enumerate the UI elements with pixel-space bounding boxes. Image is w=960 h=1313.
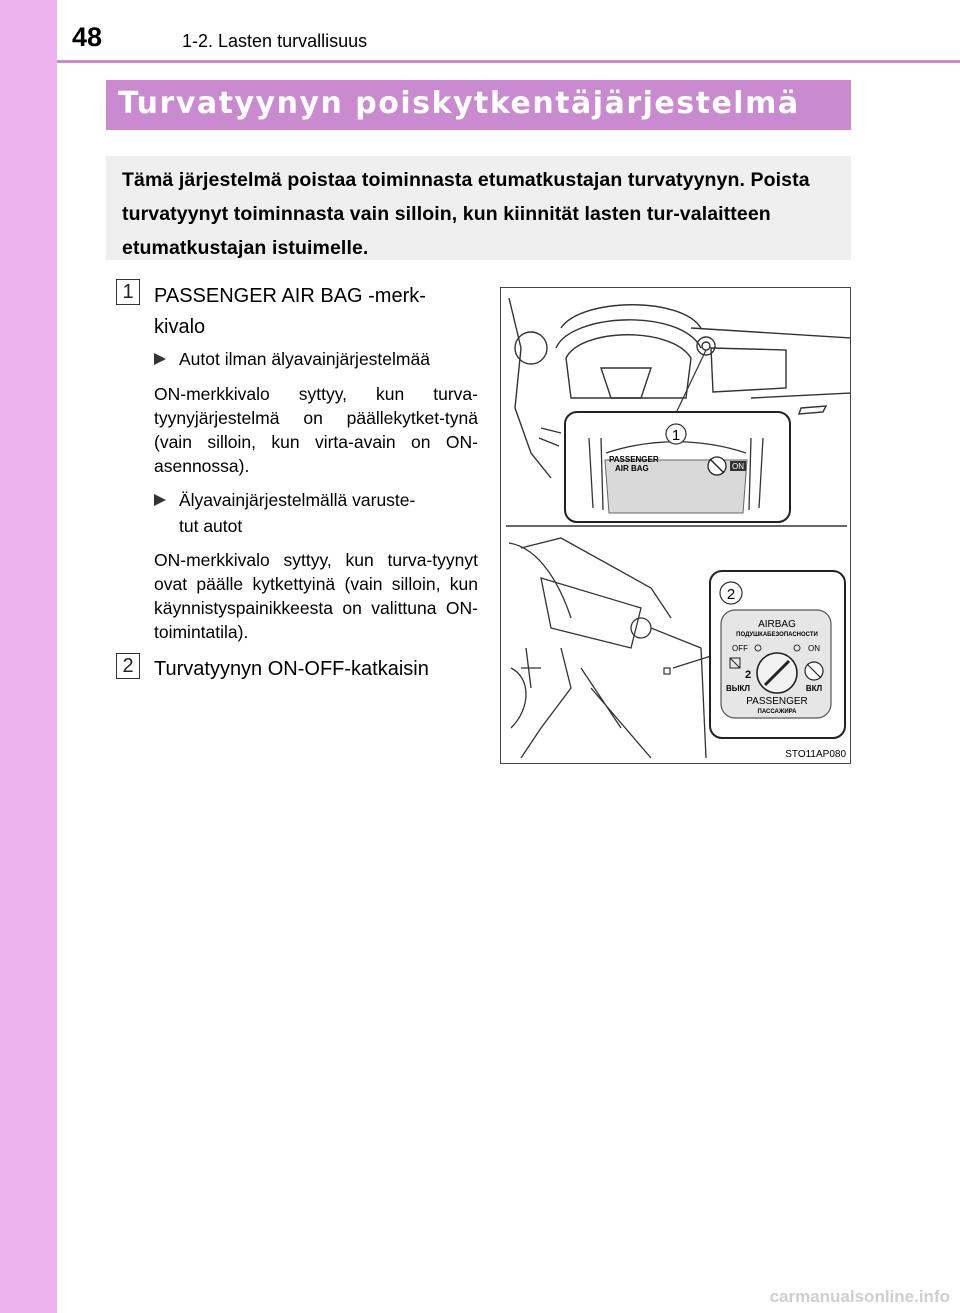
- switch-off-ru-label: ВЫКЛ: [725, 684, 751, 693]
- airbag-figure: [500, 287, 851, 764]
- item-2-title: Turvatyynyn ON-OFF-katkaisin: [154, 658, 429, 680]
- sub-heading-1-text: Autot ilman älyavainjärjestelmää: [179, 349, 430, 369]
- sub-heading-2-line2: tut autot: [179, 516, 243, 536]
- intro-text: Tämä järjestelmä poistaa toiminnasta etumatkustajan turvatyynyn. Poista turvatyynyt toiminnasta vain silloin, kun kiinnität lasten tur-valaitteen etumatkustajan istuimelle.: [122, 169, 810, 259]
- sub-heading-1: [154, 346, 430, 372]
- sub-heading-2: [154, 487, 415, 513]
- airbag-on-switch-icon: [805, 662, 823, 680]
- indicator-on-label: ON: [732, 462, 744, 471]
- switch-on-label: ON: [808, 644, 820, 653]
- item-1-title-line2: kivalo: [154, 316, 206, 338]
- chapter-title: 1-2. Lasten turvallisuus: [182, 31, 368, 51]
- triangle-bullet-icon: [154, 353, 166, 365]
- switch-airbag-label: AIRBAG: [758, 619, 796, 630]
- header-divider: [57, 60, 960, 63]
- sub-1-body: ON-merkkivalo syttyy, kun turva-tyynyjärjestelmä on päällekytket-tynä (vain silloin, kun virta-avain on ON-asennossa).: [154, 384, 478, 476]
- item-number-1: 1: [116, 279, 140, 305]
- airbag-off-symbol-icon: [708, 457, 726, 475]
- sub-heading-2-cont: [154, 513, 242, 539]
- footer-watermark: carmanualsonline.info: [769, 1287, 950, 1306]
- switch-passenger-label: PASSENGER: [746, 696, 808, 707]
- switch-on-ru-label: ВКЛ: [805, 684, 823, 693]
- dashboard-illustration: [501, 288, 851, 764]
- page-side-band: [0, 0, 57, 1313]
- figure-code: STO11AP080: [785, 749, 846, 760]
- switch-off-label: OFF: [732, 644, 748, 653]
- item-1-title-line1: PASSENGER AIR BAG -merk-: [154, 285, 426, 307]
- section-title-bar: [106, 80, 851, 130]
- sub-heading-2-line1: Älyavainjärjestelmällä varuste-: [179, 490, 416, 510]
- indicator-label-1: PASSENGER: [609, 455, 659, 464]
- triangle-bullet-icon: [154, 494, 166, 506]
- sub-2-body: ON-merkkivalo syttyy, kun turva-tyynyt ovat päälle kytkettyinä (vain silloin, kun käynnistyspainikkeesta on valittuna ON-toimintatila).: [154, 550, 478, 642]
- intro-box: [106, 156, 851, 260]
- switch-digit: 2: [744, 669, 752, 681]
- indicator-label-2: AIR BAG: [615, 464, 649, 473]
- section-title: Turvatyynyn poiskytkentäjärjestelmä: [118, 86, 800, 121]
- page-number: 48: [72, 22, 103, 52]
- switch-airbag-ru-label: ПОДУШКАБЕЗОПАСНОСТИ: [736, 632, 818, 638]
- switch-passenger-ru-label: ПАССАЖИРА: [757, 709, 797, 715]
- item-number-2: 2: [116, 653, 140, 679]
- callout-1-label: 1: [671, 427, 681, 444]
- callout-2-label: 2: [726, 586, 736, 603]
